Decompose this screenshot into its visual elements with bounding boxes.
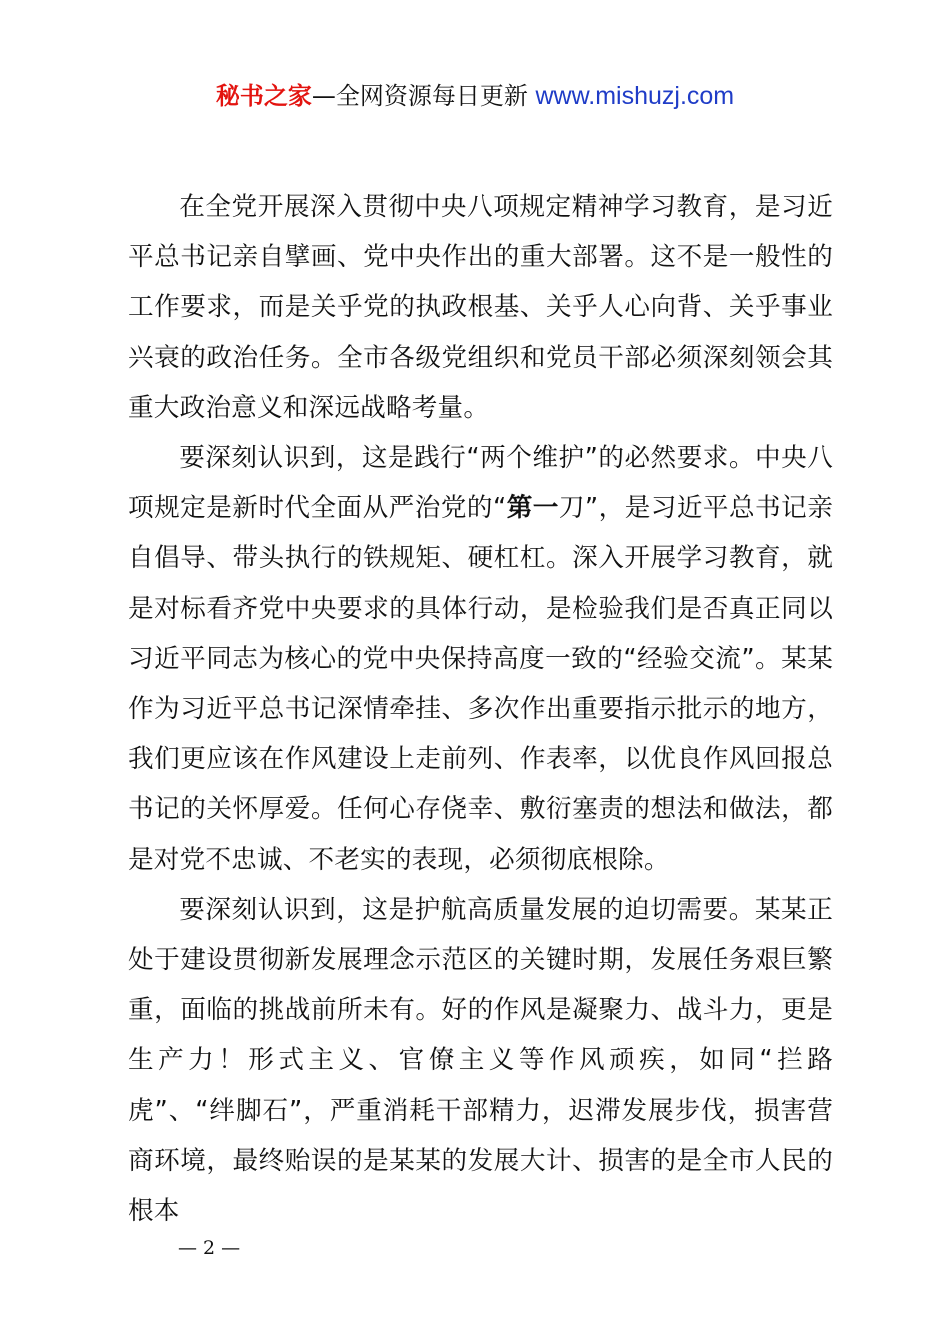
- document-body: [128, 182, 833, 1236]
- site-url-link[interactable]: www.mishuzj.com: [535, 82, 735, 110]
- paragraph-3: 要深刻认识到，这是护航高质量发展的迫切需要。某某正处于建设贯彻新发展理念示范区的关键时期，发展任务艰巨繁重，面临的挑战前所未有。好的作风是凝聚力、战斗力，更是生产力！形式主义、官僚主义等作风顽疾，如同“拦路虎”、“绊脚石”，严重消耗干部精力，迟滞发展步伐，损害营商环境，最终贻误的是某某的发展大计、损害的是全市人民的根本: [128, 894, 833, 1227]
- paragraph-2-part-2: 刀”，是习近平总书记亲自倡导、带头执行的铁规矩、硬杠杠。深入开展学习教育，就是对标看齐党中央要求的具体行动，是检验我们是否真正同以习近平同志为核心的党中央保持高度一致的“经验交流”。某某作为习近平总书记深情牵挂、多次作出重要指示批示的地方，我们更应该在作风建设上走前列、作表率，以优良作风回报总书记的关怀厚爱。任何心存侥幸、敷衍塞责的想法和做法，都是对党不忠诚、不老实的表现，必须彻底根除。: [128, 493, 833, 875]
- paragraph-2-bold-text: 第一: [506, 493, 559, 524]
- paragraph-2-part-1: 要深刻认识到，这是践行“两个维护”的必然要求。中央八项规定是新时代全面从严治党的“: [128, 443, 833, 524]
- site-tagline: —全网资源每日更新: [311, 82, 536, 110]
- site-header: [0, 78, 950, 114]
- page-number: — 2 —: [178, 1237, 241, 1259]
- site-brand: 秘书之家: [215, 82, 312, 110]
- paragraph-2: [128, 433, 833, 885]
- paragraph-1: 在全党开展深入贯彻中央八项规定精神学习教育，是习近平总书记亲自擘画、党中央作出的重大部署。这不是一般性的工作要求，而是关乎党的执政根基、关乎人心向背、关乎事业兴衰的政治任务。全市各级党组织和党员干部必须深刻领会其重大政治意义和深远战略考量。: [128, 192, 833, 423]
